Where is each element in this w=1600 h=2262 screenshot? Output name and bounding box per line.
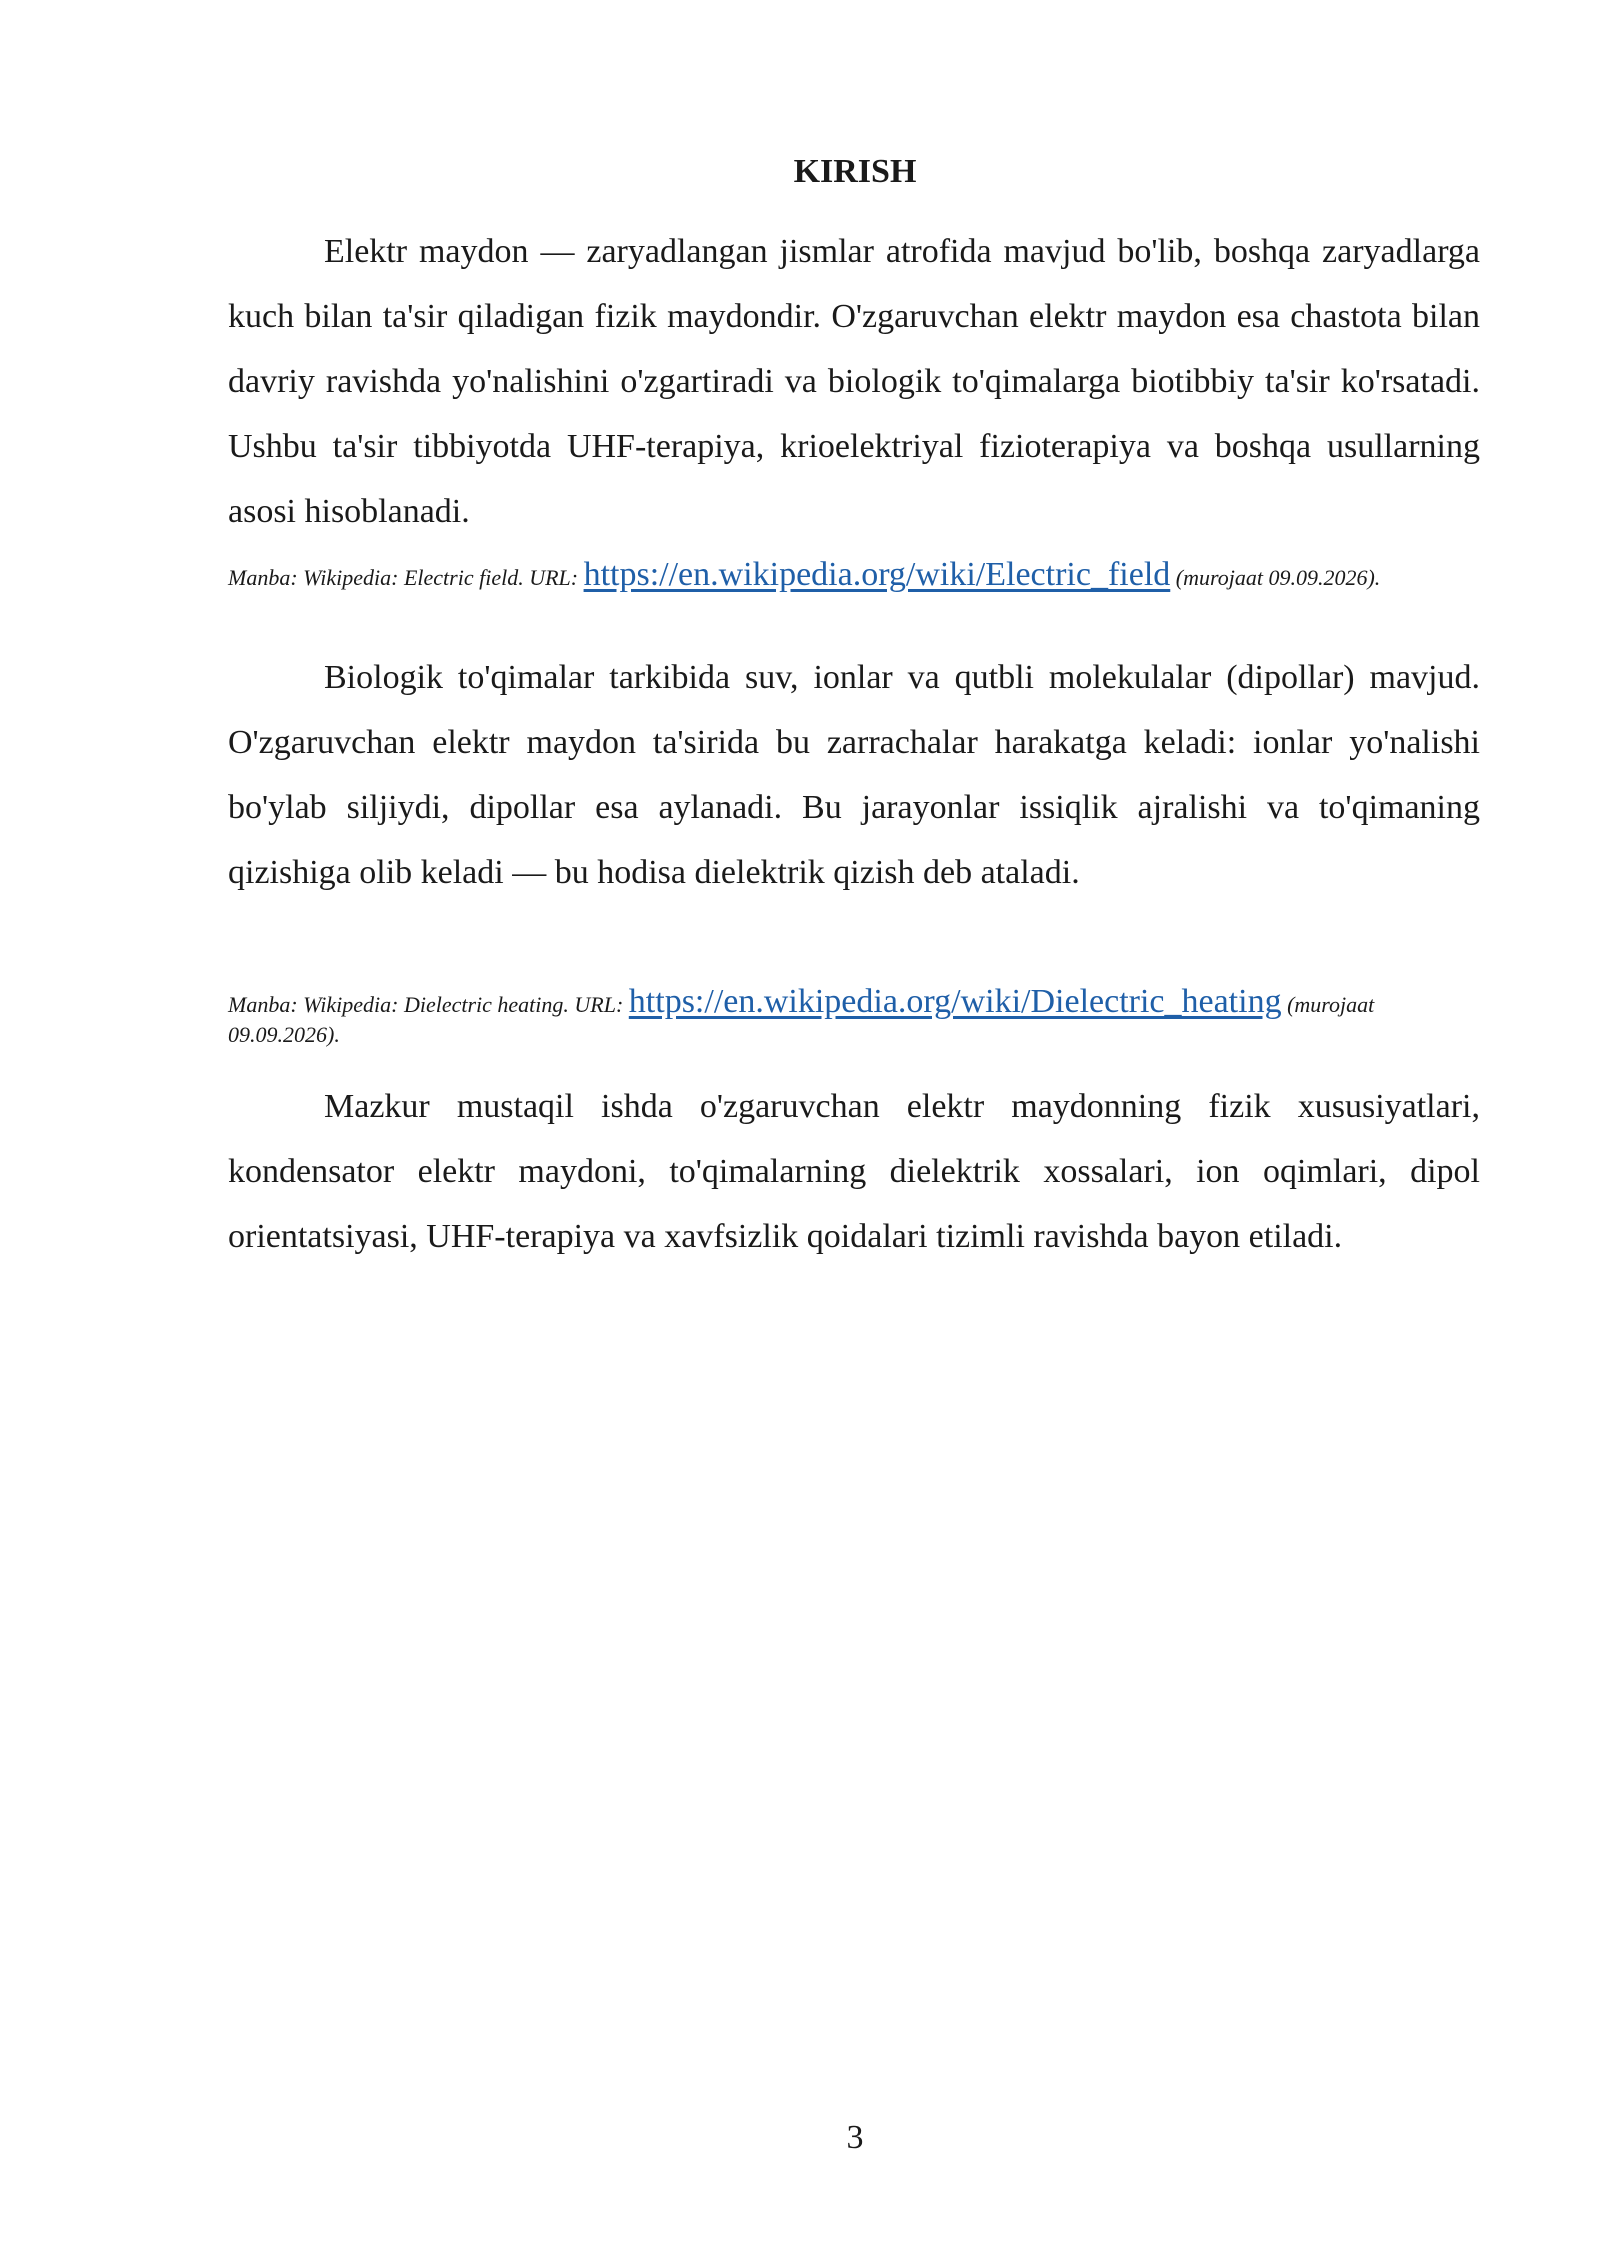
paragraph-scope: Mazkur mustaqil ishda o'zgaruvchan elektr maydonning fizik xususiyatlari, kondensator elektr maydoni, to'qimalarning dielektrik xossalari, ion oqimlari, dipol orientatsiyasi, UHF-terapiya va xavfsizlik qoidalari tizimli ravishda bayon etiladi. [228, 1088, 1480, 1255]
source-prefix: Manba: Wikipedia: Dielectric heating. URL: [228, 992, 624, 1017]
source-link-dielectric-heating[interactable]: https://en.wikipedia.org/wiki/Dielectric_heating [628, 983, 1282, 1020]
source-link-electric-field[interactable]: https://en.wikipedia.org/wiki/Electric_field [583, 556, 1171, 593]
section-title: KIRISH [793, 153, 917, 190]
page-number: 3 [846, 2119, 864, 2156]
source-suffix: (murojaat 09.09.2026). [1175, 565, 1381, 590]
source-note-electric-field [228, 556, 1480, 593]
paragraph-biological-tissues: Biologik to'qimalar tarkibida suv, ionlar va qutbli molekulalar (dipollar) mavjud. O'zgaruvchan elektr maydon ta'sirida bu zarrachalar harakatga keladi: ionlar yo'nalishi bo'ylab siljiydi, dipollar esa aylanadi. Bu jarayonlar issiqlik ajralishi va to'qimaning qizishiga olib keladi — bu hodisa dielektrik qizish deb ataladi. [228, 659, 1480, 891]
source-prefix: Manba: Wikipedia: Electric field. URL: [228, 565, 579, 590]
source-note-dielectric-heating [228, 983, 1480, 1050]
paragraph-intro: Elektr maydon — zaryadlangan jismlar atrofida mavjud bo'lib, boshqa zaryadlarga kuch bilan ta'sir qiladigan fizik maydondir. O'zgaruvchan elektr maydon esa chastota bilan davriy ravishda yo'nalishini o'zgartiradi va biologik to'qimalarga biotibbiy ta'sir ko'rsatadi. Ushbu ta'sir tibbiyotda UHF-terapiya, krioelektriyal fizioterapiya va boshqa usullarning asosi hisoblanadi. [228, 233, 1480, 530]
source-suffix: (murojaat 09.09.2026). [228, 992, 1375, 1047]
